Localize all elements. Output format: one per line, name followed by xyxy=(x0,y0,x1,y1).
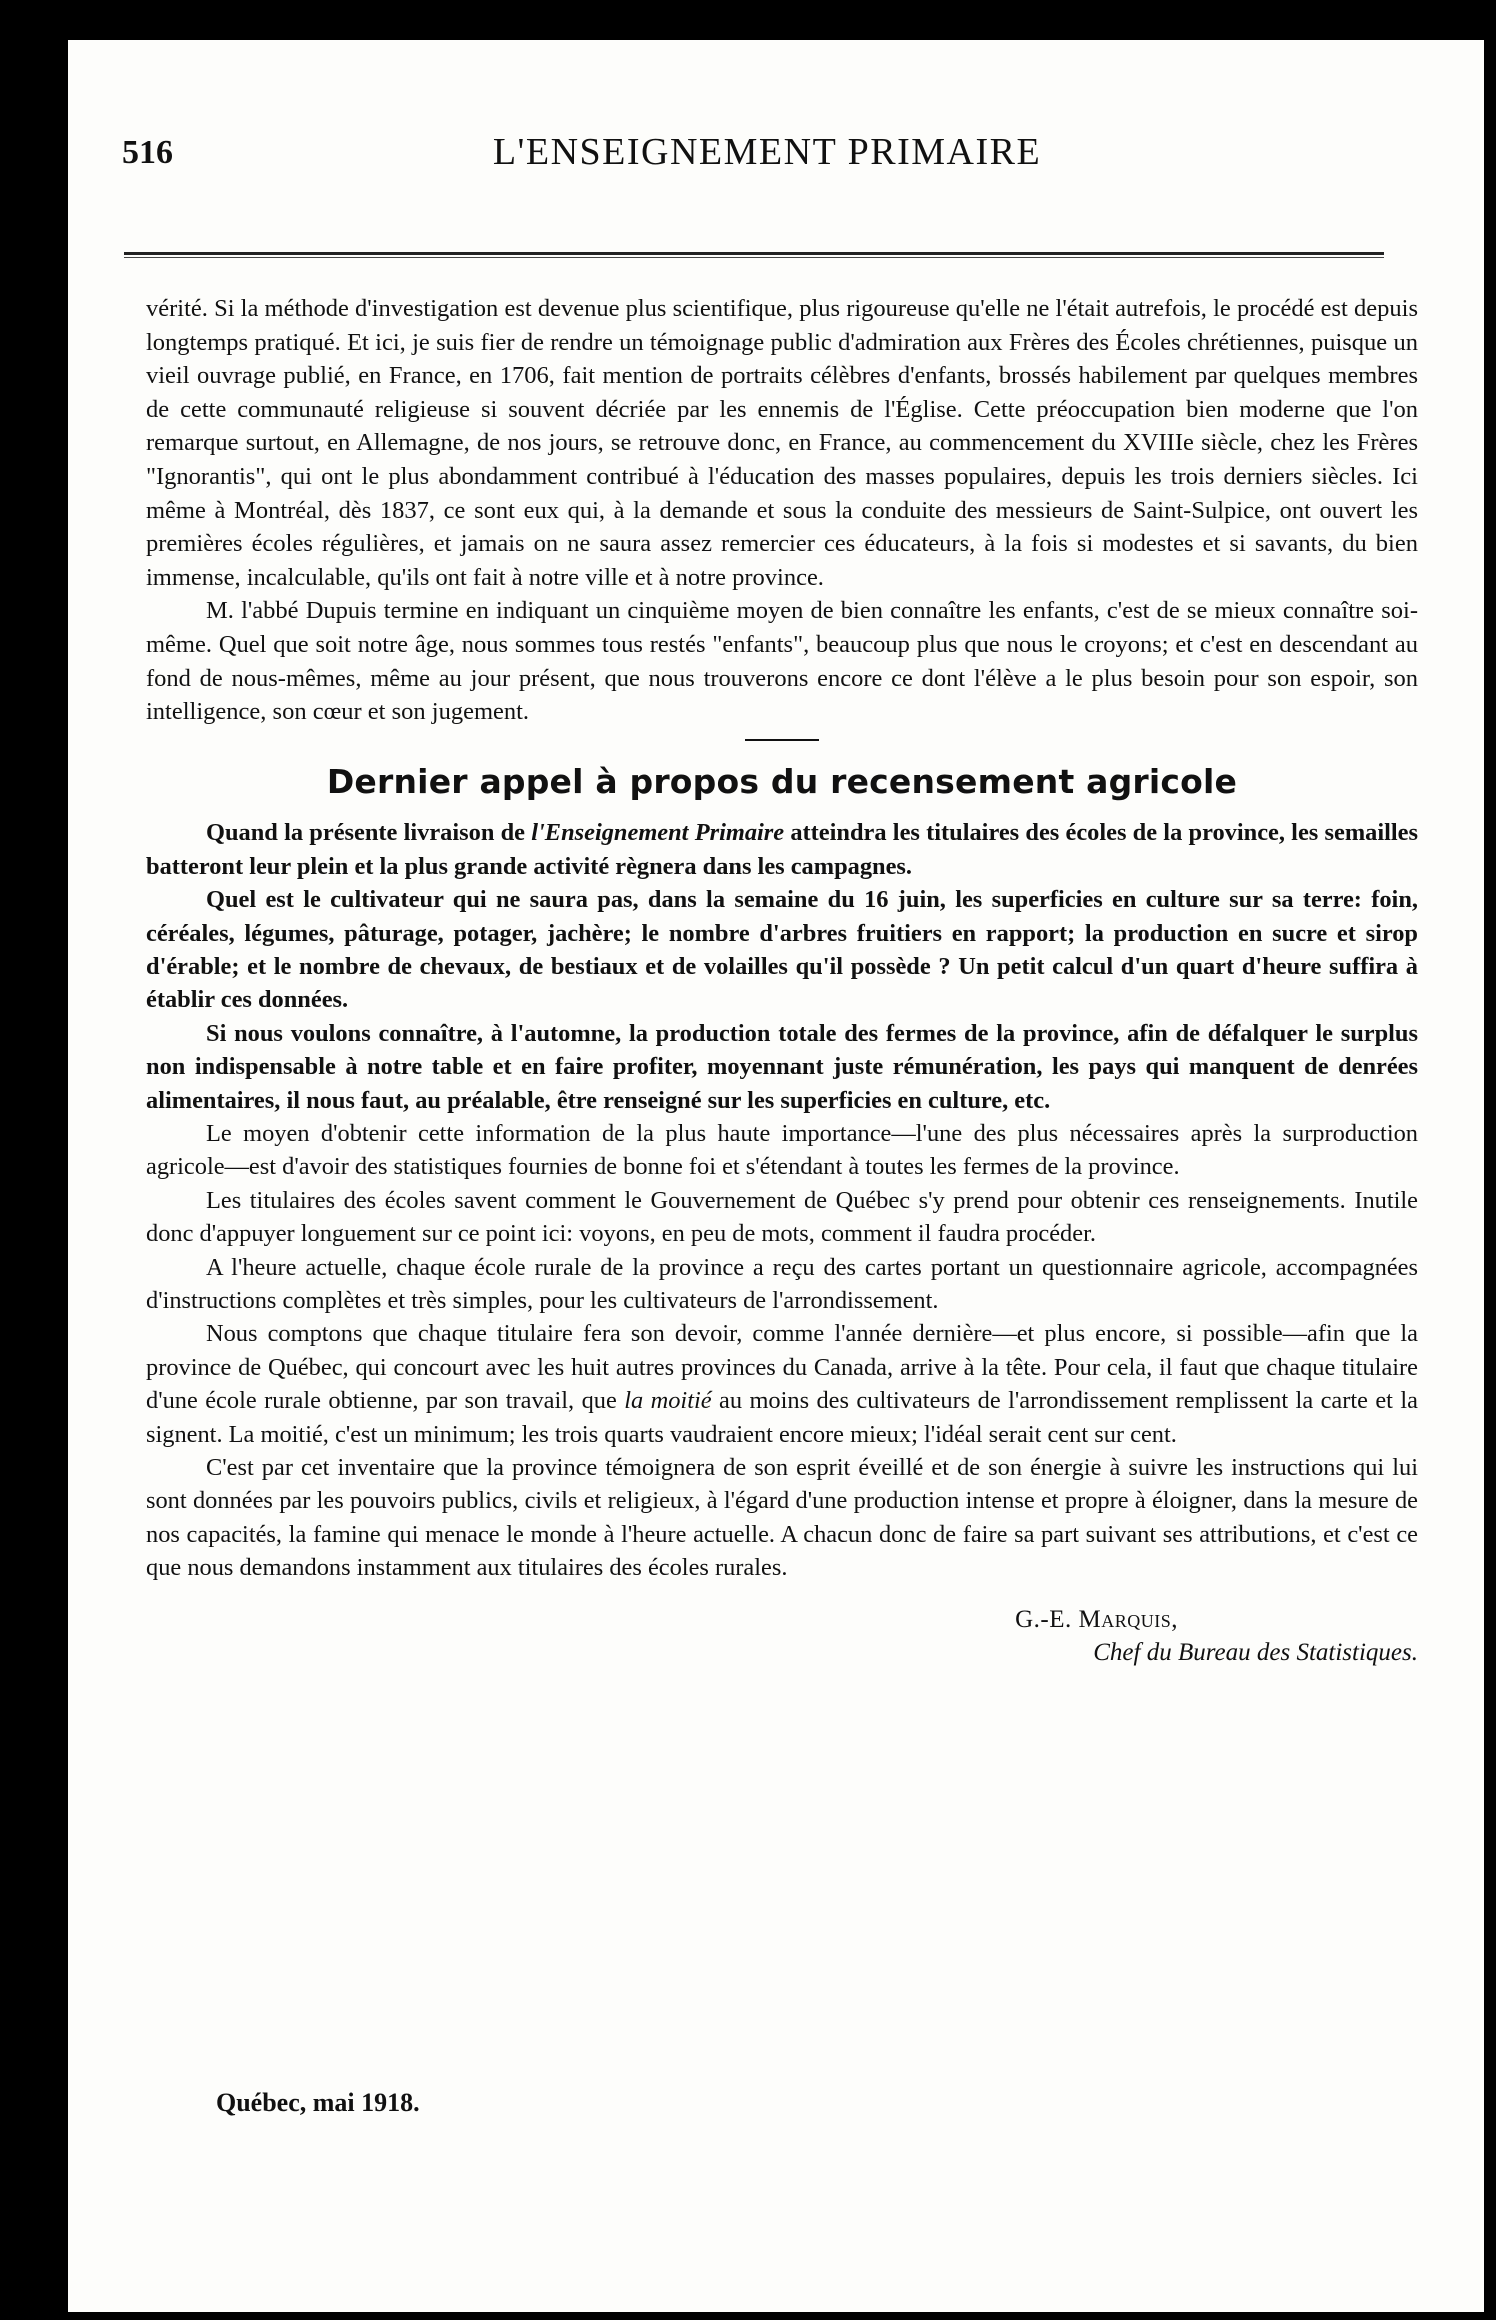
signature-name: G.-E. Marquis, xyxy=(1015,1605,1178,1633)
page-header xyxy=(122,124,1412,184)
running-title: L'ENSEIGNEMENT PRIMAIRE xyxy=(492,131,1042,173)
article-paragraph: Quand la présente livraison de l'Enseignement Primaire atteindra les titulaires des écoles de la province, les semailles batteront leur plein et la plus grande activité règnera dans les campagnes. xyxy=(146,819,1418,880)
article-paragraph: Quel est le cultivateur qui ne saura pas, dans la semaine du 16 juin, les superficies en culture sur sa terre: foin, céréales, légumes, pâturage, potager, jachère; le nombre d'arbres fruitiers en rapport; la production en sucre et sirop d'érable; et le nombre de chevaux, de bestiaux et de volailles qu'il possède ? Un petit calcul d'un quart d'heure suffira à établir ces données. xyxy=(146,886,1418,1014)
page-body xyxy=(146,292,1418,1693)
article-paragraph: C'est par cet inventaire que la province témoignera de son esprit éveillé et de son énergie à suivre les instructions qui lui sont données par les pouvoirs publics, civils et religieux, à l'égard d'une production intense et propre à éloigner, dans la mesure de nos capacités, la famine qui menace le monde à l'heure actuelle. A chacun donc de faire sa part suivant ses attributions, et c'est ce que nous demandons instamment aux titulaires des écoles rurales. xyxy=(146,1454,1418,1582)
article-paragraph: Si nous voulons connaître, à l'automne, la production totale des fermes de la province, afin de défalquer le surplus non indispensable à notre table et en faire profiter, moyennant juste rémunération, les pays qui manquent de denrées alimentaires, il nous faut, au préalable, être renseigné sur les superficies en culture, etc. xyxy=(146,1019,1418,1114)
section-separator xyxy=(745,739,819,741)
page-number: 516 xyxy=(122,134,173,171)
article-paragraph: Le moyen d'obtenir cette information de la plus haute importance—l'une des plus nécessaires après la surproduction agricole—est d'avoir des statistiques fournies de bonne foi et s'étendant à toutes les fermes de la province. xyxy=(146,1119,1418,1181)
article-title: Dernier appel à propos du recensement agricole xyxy=(326,761,1238,801)
signature-role: Chef du Bureau des Statistiques. xyxy=(1093,1639,1418,1667)
continuation-paragraph: vérité. Si la méthode d'investigation est devenue plus scientifique, plus rigoureuse qu'elle ne l'était autrefois, le procédé est depuis longtemps pratiqué. Et ici, je suis fier de rendre un témoignage public d'admiration aux Frères des Écoles chrétiennes, puisque un vieil ouvrage publié, en France, en 1706, fait mention de portraits célèbres d'enfants, brossés habilement par quelques membres de cette communauté religieuse si souvent décriée par les ennemis de l'Église. Cette préoccupation bien moderne que l'on remarque surtout, en Allemagne, de nos jours, se retrouve donc, en France, au commencement du XVIIIe siècle, chez les Frères "Ignorantis", qui ont le plus abondamment contribué à l'éducation des masses populaires, depuis les trois derniers siècles. Ici même à Montréal, dès 1837, ce sont eux qui, à la demande et sous la conduite des messieurs de Saint-Sulpice, ont ouvert les premières écoles régulières, et jamais on ne saura assez remercier ces éducateurs, à la fois si modestes et si savants, du bien immense, incalculable, qu'ils ont fait à notre ville et à notre province. xyxy=(146,295,1418,591)
header-rule xyxy=(124,252,1384,258)
dateline: Québec, mai 1918. xyxy=(216,2088,420,2117)
article-paragraph: Nous comptons que chaque titulaire fera son devoir, comme l'année dernière—et plus encore, si possible—afin que la province de Québec, qui concourt avec les huit autres provinces du Canada, arrive à la tête. Pour cela, il faut que chaque titulaire d'une école rurale obtienne, par son travail, que la moitié au moins des cultivateurs de l'arrondissement remplissent la carte et la signent. La moitié, c'est un minimum; les trois quarts vaudraient encore mieux; l'idéal serait cent sur cent. xyxy=(146,1320,1418,1448)
continuation-paragraph: M. l'abbé Dupuis termine en indiquant un cinquième moyen de bien connaître les enfants, c'est de se mieux connaître soi-même. Quel que soit notre âge, nous sommes tous restés "enfants", beaucoup plus que nous le croyons; et c'est en descendant au fond de nous-mêmes, même au jour présent, que nous trouverons encore ce dont l'élève a le plus besoin pour son espoir, son intelligence, son cœur et son jugement. xyxy=(146,597,1418,726)
article-body xyxy=(146,816,1418,1584)
article-paragraph: A l'heure actuelle, chaque école rurale de la province a reçu des cartes portant un questionnaire agricole, accompagnées d'instructions complètes et très simples, pour les cultivateurs de l'arrondissement. xyxy=(146,1253,1418,1314)
signature-block xyxy=(718,1603,1418,1670)
article-paragraph: Les titulaires des écoles savent comment le Gouvernement de Québec s'y prend pour obtenir ces renseignements. Inutile donc d'appuyer longuement sur ce point ici: voyons, en peu de mots, comment il faudra procéder. xyxy=(146,1186,1418,1248)
